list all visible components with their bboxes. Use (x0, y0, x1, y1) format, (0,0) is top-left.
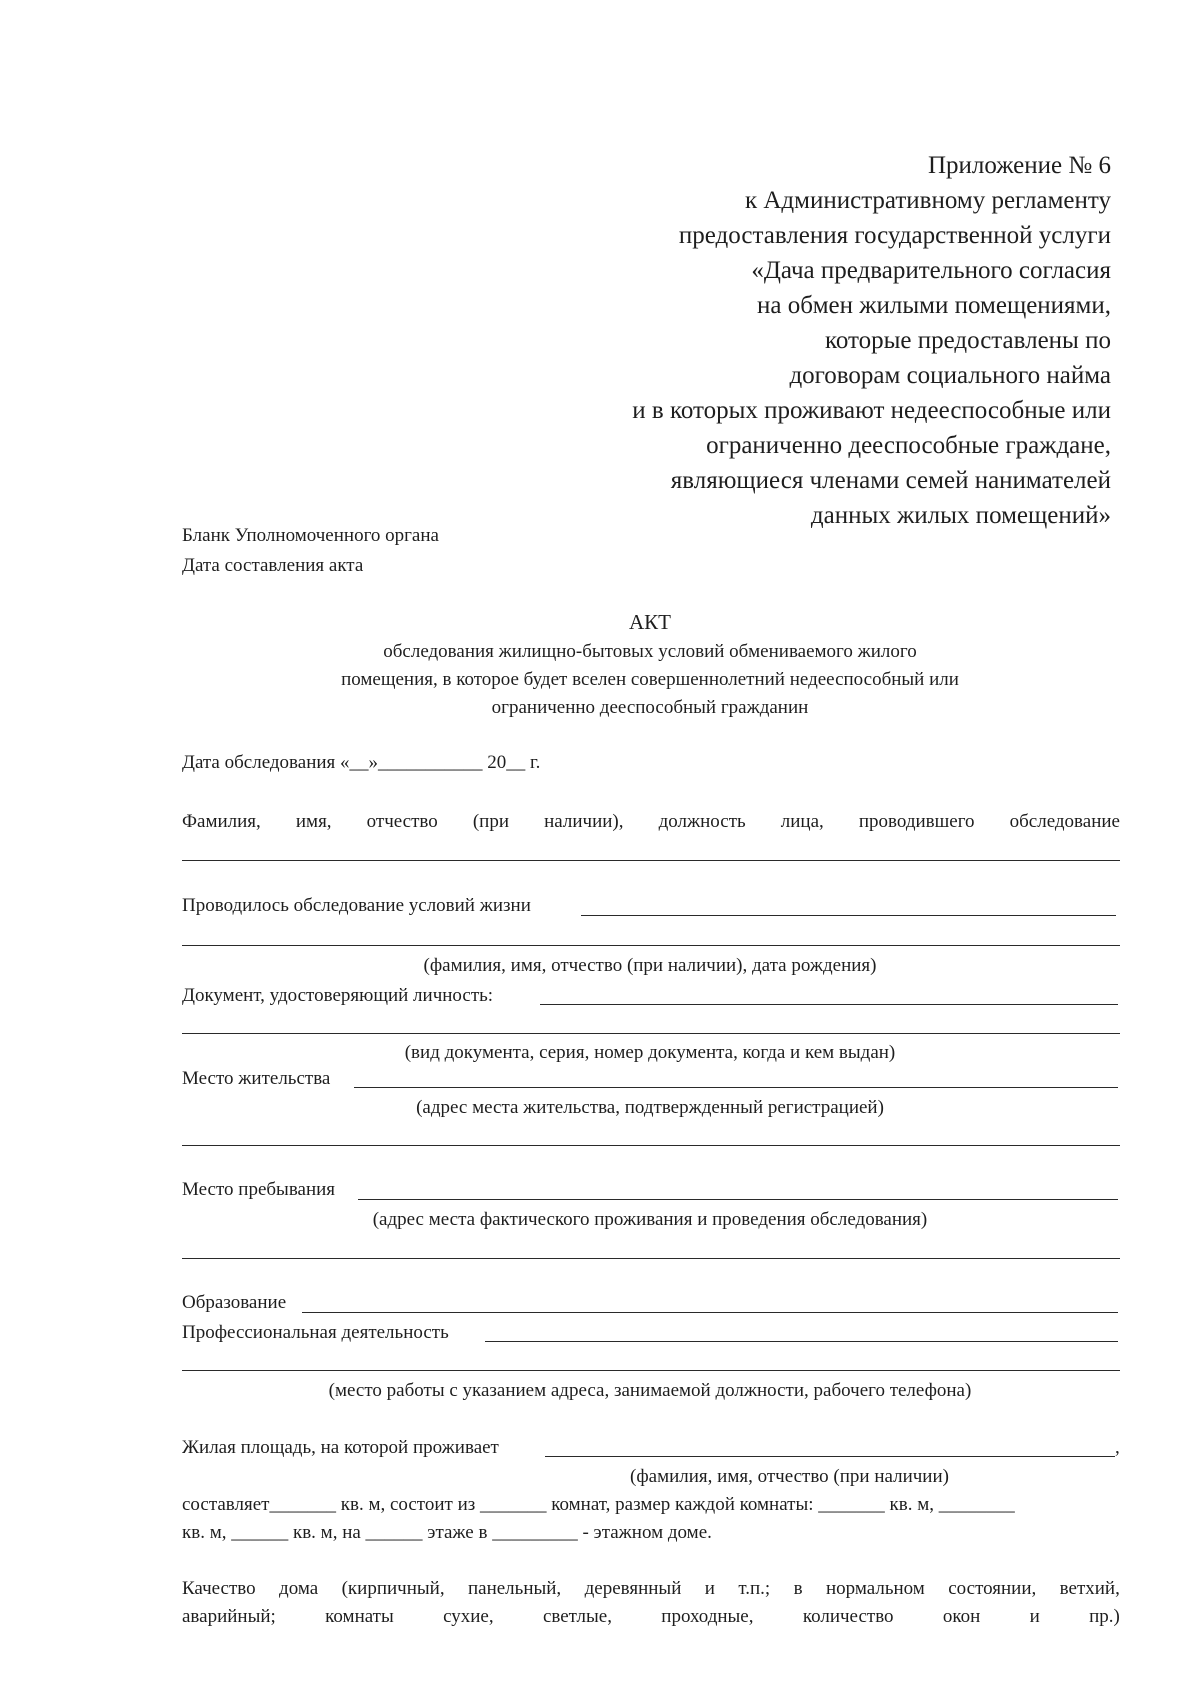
appendix-line-6: которые предоставлены по (824, 327, 1111, 354)
living-area-label: Жилая площадь, на которой проживает (182, 1437, 499, 1458)
id-document-input-line[interactable] (540, 1004, 1118, 1005)
profession-label: Профессиональная деятельность (182, 1322, 449, 1343)
profession-caption: (место работы с указанием адреса, занимаемой должности, рабочего телефона) (328, 1380, 972, 1401)
area-details-line-1[interactable]: составляет_______ кв. м, состоит из _______ комнат, размер каждой комнаты: _______ кв. м, ________ (182, 1494, 1015, 1515)
residence-caption: (адрес места жительства, подтвержденный регистрацией) (416, 1097, 884, 1118)
living-area-comma: , (1115, 1437, 1120, 1458)
inspector-label: Фамилия, имя, отчество (при наличии), должность лица, проводившего обследование (182, 811, 1120, 832)
compile-date-label: Дата составления акта (182, 555, 364, 576)
appendix-line-8: и в которых проживают недееспособные или (632, 397, 1111, 424)
profession-input-line[interactable] (485, 1341, 1118, 1342)
act-subtitle-line-2: помещения, в которое будет вселен совершеннолетний недееспособный или (341, 669, 959, 690)
appendix-line-7: договорам социального найма (789, 362, 1111, 389)
residence-input-line-2[interactable] (182, 1145, 1120, 1146)
act-subtitle-line-1: обследования жилищно-бытовых условий обмениваемого жилого (383, 641, 917, 662)
conducted-input-line[interactable] (581, 915, 1116, 916)
living-area-caption: (фамилия, имя, отчество (при наличии) (630, 1466, 949, 1487)
appendix-line-9: ограниченно дееспособные граждане, (706, 432, 1111, 459)
house-quality-line-2: аварийный; комнаты сухие, светлые, проходные, количество окон и пр.) (182, 1606, 1120, 1627)
appendix-line-3: предоставления государственной услуги (678, 222, 1111, 249)
inspector-input-line[interactable] (182, 860, 1120, 861)
stay-label: Место пребывания (182, 1179, 336, 1200)
survey-date-field[interactable]: Дата обследования «__»___________ 20__ г. (182, 752, 541, 773)
residence-input-line[interactable] (354, 1087, 1118, 1088)
appendix-line-10: являющиеся членами семей нанимателей (670, 467, 1111, 494)
act-title: АКТ (629, 610, 671, 634)
stay-input-line-2[interactable] (182, 1258, 1120, 1259)
education-input-line[interactable] (302, 1312, 1118, 1313)
house-quality-line-1: Качество дома (кирпичный, панельный, деревянный и т.п.; в нормальном состоянии, ветхий, (182, 1578, 1120, 1599)
appendix-line-5: на обмен жилыми помещениями, (757, 292, 1111, 319)
stay-caption: (адрес места фактического проживания и проведения обследования) (372, 1209, 928, 1230)
appendix-line-2: к Административному регламенту (744, 187, 1111, 214)
id-document-input-line-2[interactable] (182, 1033, 1120, 1034)
appendix-line-1: Приложение № 6 (927, 152, 1111, 179)
appendix-line-11: данных жилых помещений» (810, 502, 1111, 529)
conducted-caption: (фамилия, имя, отчество (при наличии), дата рождения) (423, 955, 877, 976)
residence-label: Место жительства (182, 1068, 331, 1089)
education-label: Образование (182, 1292, 287, 1313)
act-subtitle-line-3: ограниченно дееспособный гражданин (491, 697, 809, 718)
living-area-input-line[interactable] (545, 1456, 1115, 1457)
conducted-input-line-2[interactable] (182, 945, 1120, 946)
id-document-caption: (вид документа, серия, номер документа, когда и кем выдан) (404, 1042, 896, 1063)
profession-input-line-2[interactable] (182, 1370, 1120, 1371)
conducted-label: Проводилось обследование условий жизни (182, 895, 531, 916)
authority-blank: Бланк Уполномоченного органа (182, 525, 439, 546)
appendix-line-4: «Дача предварительного согласия (751, 257, 1111, 284)
id-document-label: Документ, удостоверяющий личность: (182, 985, 494, 1006)
stay-input-line[interactable] (358, 1199, 1118, 1200)
area-details-line-2[interactable]: кв. м, ______ кв. м, на ______ этаже в _________ - этажном доме. (182, 1522, 712, 1543)
